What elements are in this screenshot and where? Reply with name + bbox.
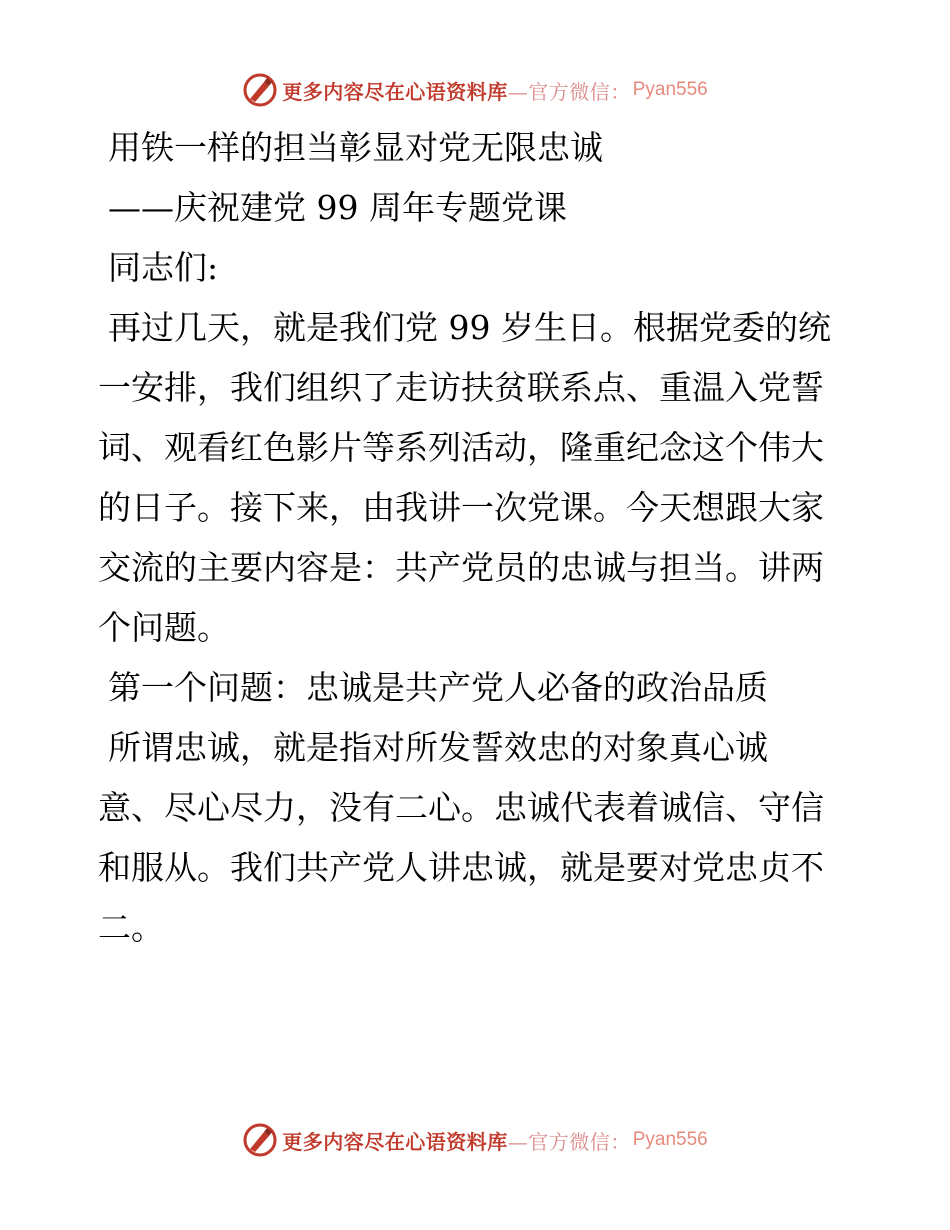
document-subtitle: ——庆祝建党 99 周年专题党课 xyxy=(108,188,567,227)
paragraph-line: 一安排，我们组织了走访扶贫联系点、重温入党誓 xyxy=(98,368,824,407)
header-banner xyxy=(0,70,950,110)
paragraph-line: 的日子。接下来，由我讲一次党课。今天想跟大家 xyxy=(98,488,824,527)
paragraph-line: 二。 xyxy=(98,908,164,947)
paragraph-line: 个问题。 xyxy=(98,608,230,647)
header-wechat-id: Pyan556 xyxy=(632,79,708,100)
footer-banner xyxy=(0,1120,950,1160)
pen-logo-icon xyxy=(242,1122,278,1158)
header-banner-light: —官方微信： xyxy=(507,79,631,104)
paragraph-line: 交流的主要内容是：共产党员的忠诚与担当。讲两 xyxy=(98,548,824,587)
footer-wechat-id: Pyan556 xyxy=(632,1129,708,1150)
header-banner-text xyxy=(282,76,631,105)
document-body xyxy=(98,118,858,958)
footer-banner-text xyxy=(282,1126,631,1155)
footer-banner-light: —官方微信： xyxy=(507,1129,631,1154)
section-heading: 第一个问题：忠诚是共产党人必备的政治品质 xyxy=(108,668,768,707)
header-banner-strong: 更多内容尽在心语资料库 xyxy=(282,79,508,104)
paragraph-line: 再过几天，就是我们党 99 岁生日。根据党委的统 xyxy=(108,308,831,347)
paragraph-line: 和服从。我们共产党人讲忠诚，就是要对党忠贞不 xyxy=(98,848,824,887)
salutation: 同志们: xyxy=(108,248,219,287)
paragraph-line: 所谓忠诚，就是指对所发誓效忠的对象真心诚 xyxy=(108,728,768,767)
paragraph-line: 词、观看红色影片等系列活动，隆重纪念这个伟大 xyxy=(98,428,824,467)
pen-logo-icon xyxy=(242,72,278,108)
footer-banner-strong: 更多内容尽在心语资料库 xyxy=(282,1129,508,1154)
paragraph-line: 意、尽心尽力，没有二心。忠诚代表着诚信、守信 xyxy=(98,788,824,827)
paragraph-2 xyxy=(98,718,858,958)
paragraph-1 xyxy=(98,298,858,658)
document-title: 用铁一样的担当彰显对党无限忠诚 xyxy=(108,128,603,167)
